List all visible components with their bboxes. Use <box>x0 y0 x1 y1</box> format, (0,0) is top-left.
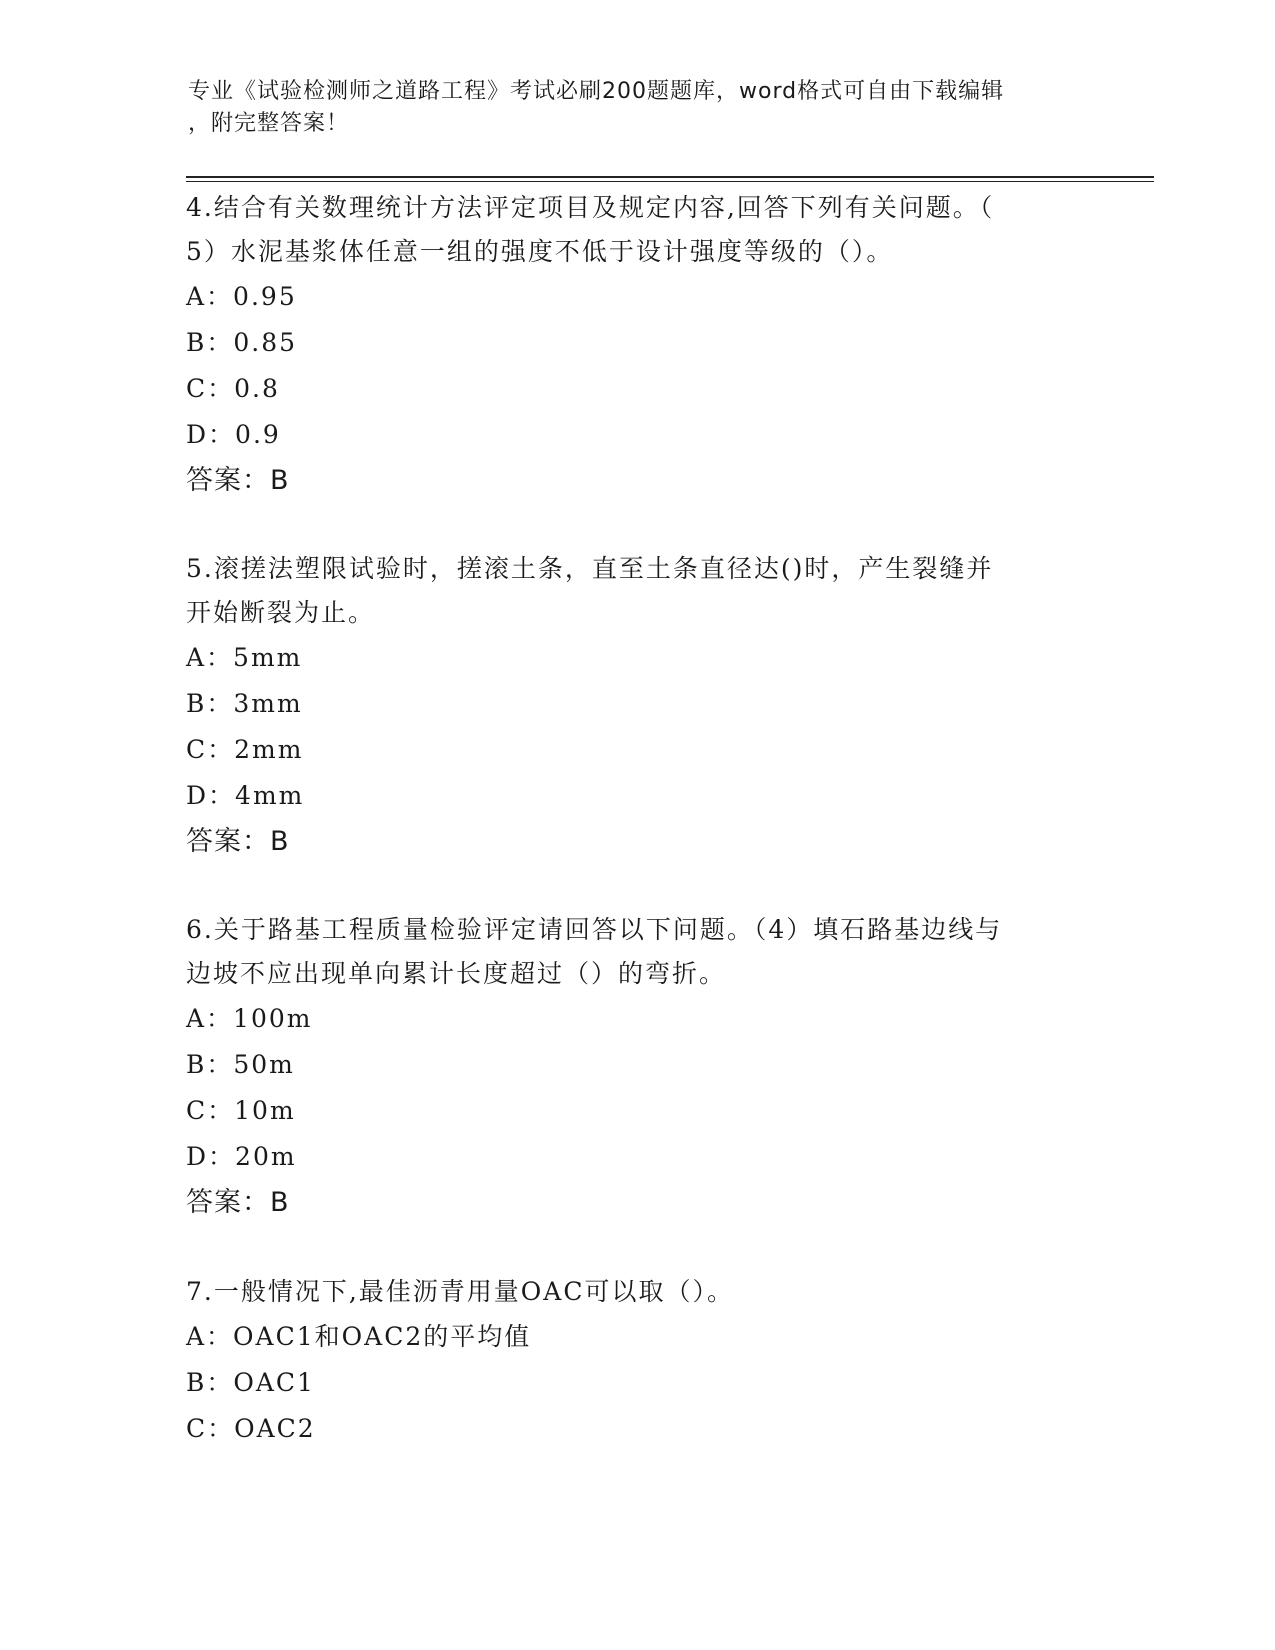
option-d: D：4mm <box>186 781 305 810</box>
option-c: C：10m <box>186 1096 296 1125</box>
option-c: C：OAC2 <box>186 1414 316 1443</box>
question-6 <box>186 908 1086 1226</box>
option-c: C：2mm <box>186 735 304 764</box>
option-a: A：OAC1和OAC2的平均值 <box>186 1322 532 1351</box>
question-text-line-1: 6.关于路基工程质量检验评定请回答以下问题。（4）填石路基边线与 <box>186 915 1003 944</box>
answer: 答案：B <box>186 1187 290 1218</box>
answer: 答案：B <box>186 826 290 857</box>
option-b: B：3mm <box>186 689 303 718</box>
question-text-line-2: 开始断裂为止。 <box>186 598 376 627</box>
option-d: D：0.9 <box>186 420 281 449</box>
question-text-line-2: 5）水泥基浆体任意一组的强度不低于设计强度等级的（）。 <box>186 237 894 266</box>
option-c: C：0.8 <box>186 374 280 403</box>
option-b: B：0.85 <box>186 328 298 357</box>
option-b: B：50m <box>186 1050 295 1079</box>
document-header <box>188 76 1068 140</box>
header-rule-thick <box>186 176 1154 178</box>
question-text-line-1: 5.滚搓法塑限试验时，搓滚土条，直至土条直径达()时，产生裂缝并 <box>186 554 994 583</box>
question-text-line-1: 4.结合有关数理统计方法评定项目及规定内容,回答下列有关问题。（ <box>186 193 995 222</box>
question-7 <box>186 1270 1086 1452</box>
option-a: A：5mm <box>186 643 303 672</box>
header-line-2: ，附完整答案！ <box>188 111 350 136</box>
question-4 <box>186 186 1086 504</box>
header-line-1: 专业《试验检测师之道路工程》考试必刷200题题库，word格式可自由下载编辑 <box>188 79 1005 104</box>
answer: 答案：B <box>186 465 290 496</box>
header-rule-thin <box>186 181 1154 182</box>
question-text-line-1: 7.一般情况下,最佳沥青用量OAC可以取（）。 <box>186 1277 734 1306</box>
option-d: D：20m <box>186 1142 297 1171</box>
option-a: A：100m <box>186 1004 313 1033</box>
option-b: B：OAC1 <box>186 1368 315 1397</box>
question-text-line-2: 边坡不应出现单向累计长度超过（）的弯折。 <box>186 959 727 988</box>
option-a: A：0.95 <box>186 282 297 311</box>
question-5 <box>186 547 1086 865</box>
